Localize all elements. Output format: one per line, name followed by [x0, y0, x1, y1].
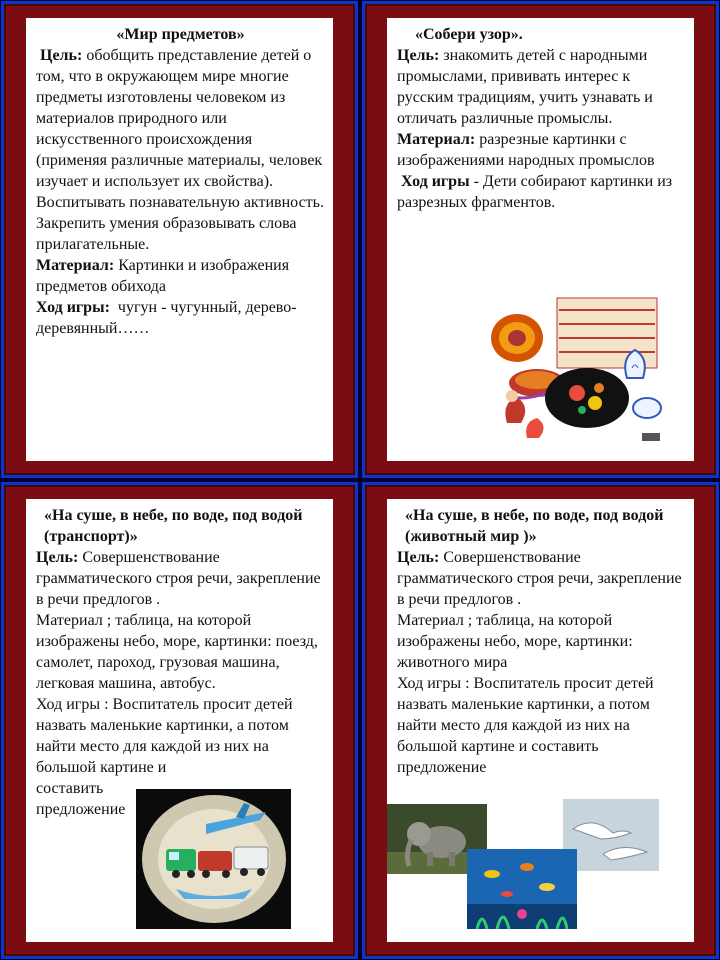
card-border — [4, 4, 355, 475]
card-title: «Мир предметов» — [116, 26, 245, 43]
card-border — [365, 485, 716, 956]
goal-text: обобщить представление детей о том, что в окружающем мире многие предметы изготовлены человеком из материалов природного или искусственного происхождения (применяя различные материалы, человек изучает и использует их свойства). Воспитывать познавательную активность. Закрепить умения образовывать слова прилагательные. — [36, 47, 324, 253]
card-world-of-objects — [1, 1, 358, 478]
goal-text: знакомить детей с народными промыслами, прививать интерес к русским традициям, учить узнавать и отличать различные промыслы. — [397, 47, 653, 127]
game-tail-2: предложение — [36, 801, 126, 818]
card-collect-pattern — [362, 1, 719, 478]
material-label: Материал: — [36, 257, 115, 274]
game-text: Ход игры : Воспитатель просит детей назвать маленькие картинки, а потом найти место для каждой из них на большой картине и составить предложение — [397, 675, 654, 776]
goal-text: Совершенствование грамматического строя речи, закрепление в речи предлогов . — [36, 549, 321, 608]
game-tail-1: составить — [36, 780, 104, 797]
material-paragraph — [397, 129, 686, 171]
card-content — [387, 18, 694, 461]
card-transport — [1, 482, 358, 959]
fish-image — [467, 849, 577, 929]
goal-label: Цель: — [397, 549, 440, 566]
goal-paragraph — [397, 547, 686, 610]
card-content — [26, 499, 333, 942]
goal-paragraph — [36, 45, 325, 255]
card-border — [4, 485, 355, 956]
card-title: «На суше, в небе, по воде, под водой (животный мир )» — [405, 507, 664, 545]
game-label: Ход игры — [401, 173, 470, 190]
birds-image — [563, 799, 659, 871]
goal-label: Цель: — [397, 47, 440, 64]
material-text: Материал ; таблица, на которой изображены небо, море, картинки: поезд, самолет, пароход, грузовая машина, легковая машина, автобус. — [36, 612, 318, 692]
game-text: Ход игры : Воспитатель просит детей назвать маленькие картинки, а потом найти место для каждой из них на большой картине и — [36, 696, 293, 776]
material-text: Картинки и изображения предметов обихода — [36, 257, 290, 295]
game-paragraph — [397, 171, 686, 213]
goal-label: Цель: — [40, 47, 83, 64]
card-border — [365, 4, 716, 475]
game-text: чугун - чугунный, дерево- деревянный…… — [36, 299, 297, 337]
material-label: Материал: — [397, 131, 476, 148]
game-text: - Дети собирают картинки из разрезных фрагментов. — [397, 173, 673, 211]
material-text: разрезные картинки с изображениями народных промыслов — [397, 131, 655, 169]
material-paragraph — [36, 255, 325, 297]
transport-image — [136, 789, 291, 929]
card-content — [387, 499, 694, 942]
material-text: Материал ; таблица, на которой изображены небо, море, картинки: животного мира — [397, 612, 633, 671]
card-title: «Собери узор». — [415, 26, 523, 43]
card-content — [26, 18, 333, 461]
card-title: «На суше, в небе, по воде, под водой (транспорт)» — [44, 507, 303, 545]
card-animal-world — [362, 482, 719, 959]
game-paragraph — [36, 297, 325, 339]
folk-crafts-image — [487, 288, 667, 448]
goal-paragraph — [36, 547, 325, 610]
goal-paragraph — [397, 45, 686, 129]
goal-label: Цель: — [36, 549, 79, 566]
game-label: Ход игры: — [36, 299, 110, 316]
goal-text: Совершенствование грамматического строя речи, закрепление в речи предлогов . — [397, 549, 682, 608]
